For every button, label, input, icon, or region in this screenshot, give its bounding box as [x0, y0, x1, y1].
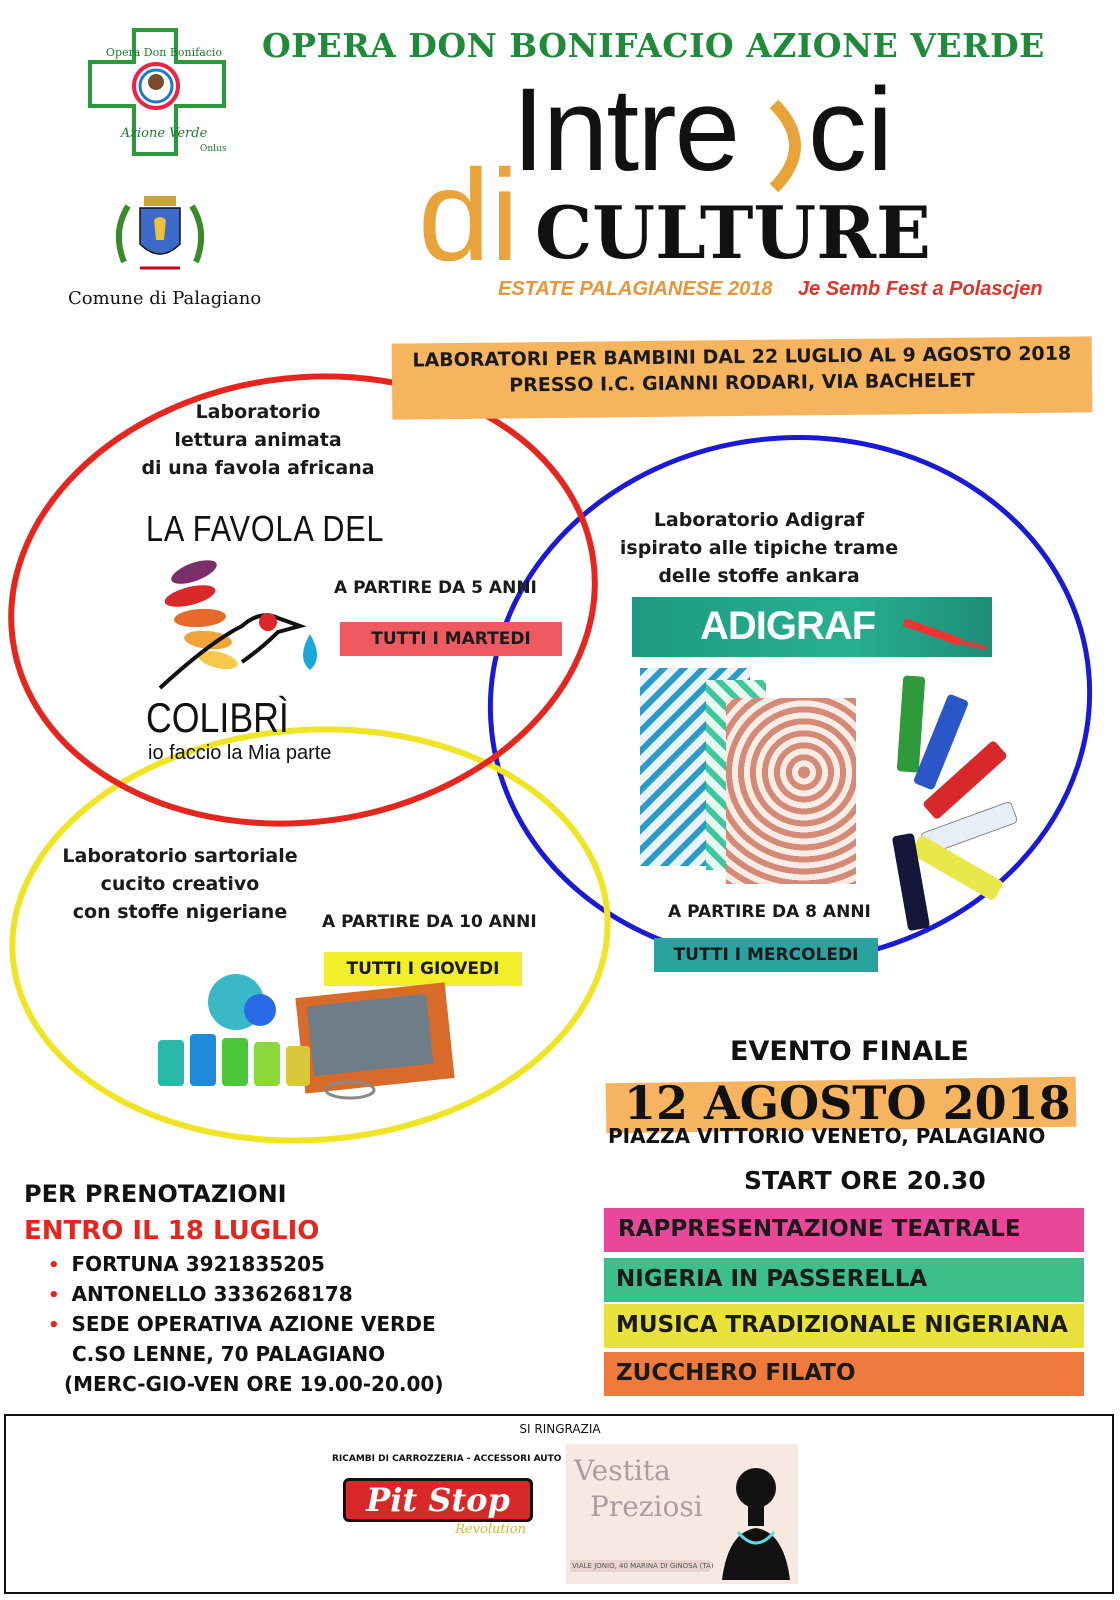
- sponsor-box: [4, 1414, 1114, 1594]
- lab-reading-line-2: lettura animata: [174, 429, 342, 451]
- sewing-supplies-icon: [150, 970, 470, 1110]
- lab-reading-day-badge: TUTTI I MARTEDI: [340, 622, 562, 656]
- event-bar-fashion: [604, 1258, 1084, 1302]
- pitstop-tagline: RICAMBI DI CARROZZERIA - ACCESSORI AUTO: [332, 1454, 562, 1464]
- comune-name: Comune di Palagiano: [68, 288, 262, 309]
- bullet-icon: •: [48, 1315, 60, 1336]
- lab-reading-age: A PARTIRE DA 5 ANNI: [334, 578, 537, 598]
- vestita-address: VIALE JONIO, 40 MARINA DI GINOSA (TA): [572, 1562, 714, 1570]
- title-intre: Intre: [512, 64, 739, 196]
- lab-adigraf-age: A PARTIRE DA 8 ANNI: [668, 902, 871, 922]
- banner-line-1: LABORATORI PER BAMBINI DAL 22 LUGLIO AL 9 AGOSTO 2018: [412, 342, 1072, 372]
- festival-dialect: Je Semb Fest a Polascjen: [798, 278, 1043, 300]
- final-event-place: PIAZZA VITTORIO VENETO, PALAGIANO: [608, 1124, 1046, 1148]
- pitstop-subtitle: Revolution: [455, 1522, 526, 1537]
- lab-reading-line-1: Laboratorio: [195, 401, 321, 423]
- title-ci: ci: [808, 64, 894, 196]
- pitstop-sponsor-logo: [332, 1444, 562, 1584]
- bullet-icon: •: [48, 1285, 60, 1306]
- event-cotton-candy-label: ZUCCHERO FILATO: [616, 1360, 856, 1386]
- lab-reading-description: [118, 398, 398, 482]
- lab-sewing-age: A PARTIRE DA 10 ANNI: [322, 912, 537, 932]
- booking-address: C.SO LENNE, 70 PALAGIANO: [72, 1342, 386, 1366]
- booking-contact-1: [48, 1252, 325, 1276]
- lab-sewing-line-1: Laboratorio sartoriale: [62, 845, 298, 867]
- paint-tubes-icon: [870, 670, 1020, 940]
- lab-adigraf-line-3: delle stoffe ankara: [658, 565, 860, 587]
- banner-line-2: PRESSO I.C. GIANNI RODARI, VIA BACHELET: [509, 369, 975, 397]
- lab-adigraf-description: [604, 506, 914, 590]
- org-logo-top-text: Opera Don Bonifacio: [105, 46, 223, 59]
- final-event-date: 12 AGOSTO 2018: [624, 1076, 1071, 1130]
- event-theatre-label: RAPPRESENTAZIONE TEATRALE: [618, 1216, 1021, 1242]
- booking-contact-3-text: SEDE OPERATIVA AZIONE VERDE: [71, 1312, 436, 1336]
- org-logo: [84, 22, 234, 162]
- festival-name: ESTATE PALAGIANESE 2018: [498, 278, 773, 300]
- final-event-start-time: START ORE 20.30: [744, 1166, 986, 1195]
- vestita-line-2: Preziosi: [590, 1490, 703, 1523]
- event-bar-music: [604, 1304, 1084, 1348]
- booking-contact-1-text: FORTUNA 3921835205: [71, 1252, 325, 1276]
- booking-deadline: ENTRO IL 18 LUGLIO: [24, 1216, 320, 1246]
- event-bar-cotton-candy: [604, 1352, 1084, 1396]
- booking-contact-3: [48, 1312, 436, 1336]
- org-logo-mid-text: Azione Verde: [120, 126, 208, 141]
- vestita-preziosi-sponsor-logo: [566, 1444, 798, 1584]
- event-music-label: MUSICA TRADIZIONALE NIGERIANA: [616, 1312, 1068, 1338]
- booking-hours: (MERC-GIO-VEN ORE 19.00-20.00): [64, 1372, 444, 1396]
- adigraf-logo-text: ADIGRAF: [700, 604, 876, 648]
- bullet-icon: •: [48, 1255, 60, 1276]
- lab-adigraf-day-badge: TUTTI I MERCOLEDI: [654, 938, 878, 972]
- org-logo-bottom-text: Onlus: [200, 144, 227, 154]
- title-culture: CULTURE: [535, 190, 931, 275]
- pink-print-sample: [726, 698, 856, 884]
- lab-sewing-line-3: con stoffe nigeriane: [72, 901, 288, 923]
- title-crescent-mark: [768, 96, 818, 196]
- lab-reading-line-3: di una favola africana: [141, 457, 375, 479]
- booking-title: PER PRENOTAZIONI: [24, 1180, 287, 1208]
- sponsor-thanks: SI RINGRAZIA: [519, 1422, 601, 1436]
- lab-sewing-description: [40, 842, 320, 926]
- comune-crest-logo: [110, 192, 210, 284]
- lab-adigraf-line-1: Laboratorio Adigraf: [653, 509, 865, 531]
- woman-silhouette-icon: [718, 1448, 794, 1580]
- organization-title: OPERA DON BONIFACIO AZIONE VERDE: [262, 26, 1045, 65]
- lab-adigraf-line-2: ispirato alle tipiche trame: [619, 537, 899, 559]
- brush-icon: [900, 612, 992, 652]
- event-fashion-label: NIGERIA IN PASSERELLA: [616, 1266, 928, 1292]
- lab-sewing-day-badge: TUTTI I GIOVEDI: [324, 952, 522, 986]
- vestita-line-1: Vestita: [574, 1454, 671, 1487]
- booking-contact-2: [48, 1282, 353, 1306]
- final-event-label: EVENTO FINALE: [730, 1036, 969, 1067]
- book-title: LA FAVOLA DEL: [146, 508, 385, 549]
- title-di: di: [418, 142, 520, 288]
- lab-sewing-line-2: cucito creativo: [100, 873, 260, 895]
- lab-period-banner: [392, 336, 1093, 419]
- event-bar-theatre: [604, 1208, 1084, 1252]
- pitstop-name: Pit Stop: [343, 1478, 533, 1522]
- book-name: COLIBRÌ: [146, 694, 289, 741]
- crest-shield-icon: [110, 192, 210, 284]
- book-tagline: io faccio la Mia parte: [148, 742, 332, 764]
- booking-contact-2-text: ANTONELLO 3336268178: [71, 1282, 353, 1306]
- org-logo-cross-icon: [84, 22, 234, 162]
- hummingbird-icon: [150, 552, 340, 692]
